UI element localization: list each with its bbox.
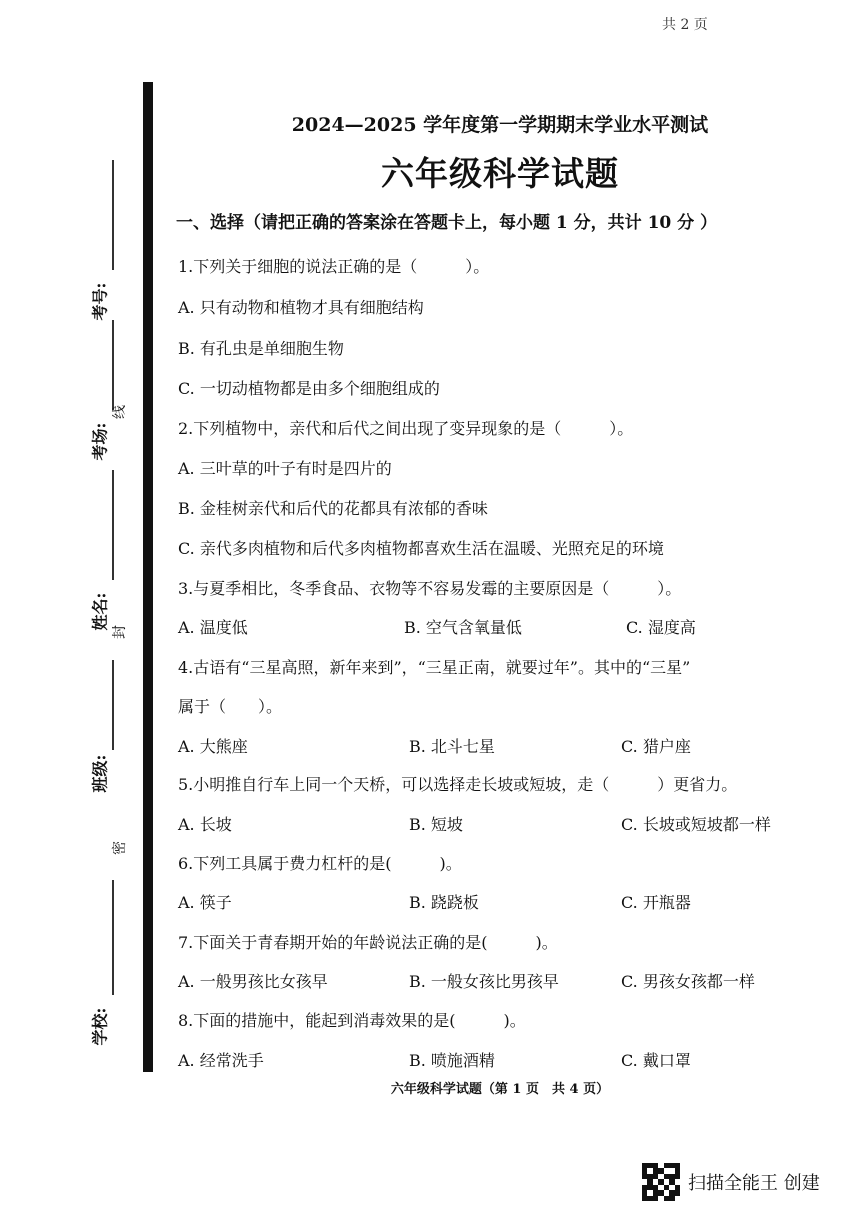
option-a: A. 三叶草的叶子有时是四片的 <box>178 459 392 478</box>
school-label: 学校: <box>90 1007 110 1046</box>
option-a: A. 只有动物和植物才具有细胞结构 <box>178 298 424 317</box>
qr-code-icon <box>642 1163 680 1201</box>
option-c: C. 男孩女孩都一样 <box>621 972 755 991</box>
question-stem: 3.与夏季相比，冬季食品、衣物等不容易发霉的主要原因是（ ）。 <box>178 579 682 598</box>
option-c: C. 长坡或短坡都一样 <box>621 815 771 834</box>
option-b: B. 跷跷板 <box>409 893 479 912</box>
seal-mark-seal: 封 <box>112 625 128 639</box>
option-c: C. 湿度高 <box>626 618 696 637</box>
option-b: B. 空气含氧量低 <box>404 618 522 637</box>
question-stem: 4.古语有“三星高照，新年来到”，“三星正南，就要过年”。其中的“三星” <box>178 658 691 677</box>
exam-number-line <box>112 160 114 270</box>
option-b: B. 一般女孩比男孩早 <box>409 972 559 991</box>
option-a: A. 筷子 <box>178 893 232 912</box>
exam-room-line <box>112 320 114 410</box>
question-stem: 5.小明推自行车上同一个天桥，可以选择走长坡或短坡，走（ ）更省力。 <box>178 775 738 794</box>
option-a: A. 一般男孩比女孩早 <box>178 972 328 991</box>
exam-title: 六年级科学试题 <box>381 154 619 193</box>
watermark-text: 扫描全能王 创建 <box>688 1173 820 1194</box>
option-b: B. 金桂树亲代和后代的花都具有浓郁的香味 <box>178 499 488 518</box>
option-a: A. 大熊座 <box>178 737 248 756</box>
name-line <box>112 470 114 580</box>
option-c: C. 猎户座 <box>621 737 691 756</box>
option-b: B. 北斗七星 <box>409 737 495 756</box>
option-b: B. 有孔虫是单细胞生物 <box>178 339 344 358</box>
corner-page-mark: 共 2 页 <box>662 17 708 33</box>
binding-bar <box>143 82 153 1072</box>
option-a: A. 长坡 <box>178 815 232 834</box>
exam-room-label: 考场: <box>90 422 110 461</box>
school-line <box>112 880 114 995</box>
question-stem-continued: 属于（ ）。 <box>178 697 283 716</box>
class-label: 班级: <box>90 754 110 793</box>
option-c: C. 开瓶器 <box>621 893 691 912</box>
question-stem: 1.下列关于细胞的说法正确的是（ ）。 <box>178 257 490 276</box>
page-footer: 六年级科学试题（第 1 页 共 4 页） <box>390 1082 610 1097</box>
option-c: C. 戴口罩 <box>621 1051 691 1070</box>
class-line <box>112 660 114 750</box>
option-a: A. 经常洗手 <box>178 1051 264 1070</box>
question-stem: 7.下面关于青春期开始的年龄说法正确的是( )。 <box>178 933 558 952</box>
exam-number-label: 考号: <box>90 282 110 321</box>
option-b: B. 短坡 <box>409 815 463 834</box>
option-c: C. 一切动植物都是由多个细胞组成的 <box>178 379 440 398</box>
option-a: A. 温度低 <box>178 618 248 637</box>
option-b: B. 喷施酒精 <box>409 1051 495 1070</box>
option-c: C. 亲代多肉植物和后代多肉植物都喜欢生活在温暖、光照充足的环境 <box>178 539 664 558</box>
question-stem: 8.下面的措施中，能起到消毒效果的是( )。 <box>178 1011 526 1030</box>
exam-subtitle: 2024—2025 学年度第一学期期末学业水平测试 <box>291 114 709 136</box>
seal-mark-secret: 密 <box>112 841 128 855</box>
question-stem: 6.下列工具属于费力杠杆的是( )。 <box>178 854 462 873</box>
name-label: 姓名: <box>90 592 110 631</box>
seal-mark-line: 线 <box>112 405 128 419</box>
scanner-watermark <box>642 1163 820 1201</box>
section-heading: 一、选择（请把正确的答案涂在答题卡上，每小题 1 分，共计 10 分 ） <box>176 213 718 233</box>
question-stem: 2.下列植物中，亲代和后代之间出现了变异现象的是（ ）。 <box>178 419 634 438</box>
